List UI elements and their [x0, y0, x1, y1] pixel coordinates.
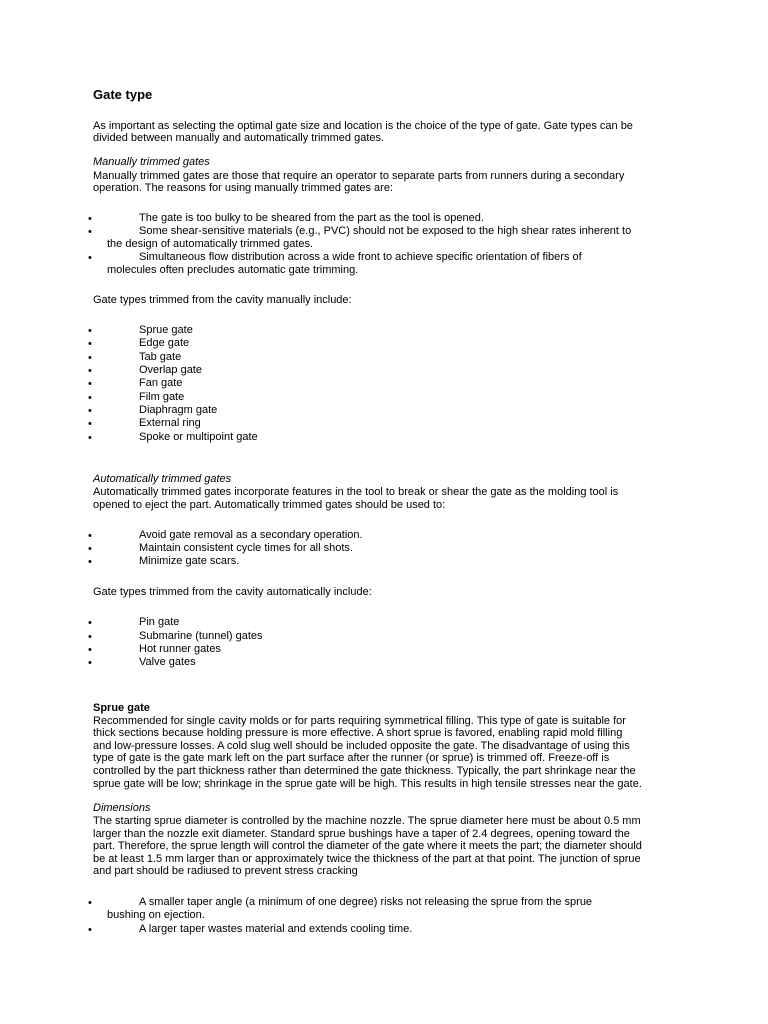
bullet-icon	[88, 543, 94, 549]
dimensions-body-5: and part should be radiused to prevent stress cracking	[93, 865, 358, 877]
page-title: Gate type	[93, 87, 153, 102]
manual-reason-2: Some shear-sensitive materials (e.g., PVC) should not be exposed to the high shear rates inherent to	[139, 225, 632, 237]
manual-desc-1: Manually trimmed gates are those that require an operator to separate parts from runners during a secondary	[93, 170, 625, 182]
sprue-bullet-1: A smaller taper angle (a minimum of one degree) risks not releasing the sprue from the sprue	[139, 896, 593, 908]
bullet-icon	[88, 897, 94, 903]
bullet-icon	[88, 556, 94, 562]
dimensions-body-1: The starting sprue diameter is controlled by the machine nozzle. The sprue diameter here must be about 0.5 mm	[93, 815, 641, 827]
sprue-body-2: thick sections because holding pressure is more effective. A short sprue is favored, enabling rapid mold filling	[93, 727, 623, 739]
automatic-types-intro: Gate types trimmed from the cavity automatically include:	[93, 586, 372, 598]
automatic-reason: Maintain consistent cycle times for all shots.	[139, 542, 353, 554]
bullet-icon	[88, 392, 94, 398]
manual-type: Edge gate	[139, 337, 190, 349]
manual-type: Diaphragm gate	[139, 404, 218, 416]
bullet-icon	[88, 530, 94, 536]
manual-type: Tab gate	[139, 351, 182, 363]
dimensions-body-3: part. Therefore, the sprue length will control the diameter of the gate where it meets the part; the diameter should	[93, 840, 642, 852]
automatic-heading: Automatically trimmed gates	[93, 473, 232, 485]
sprue-bullet-2: A larger taper wastes material and extends cooling time.	[139, 923, 413, 935]
dimensions-body-2: larger than the nozzle exit diameter. Standard sprue bushings have a taper of 2.4 degrees, opening toward the	[93, 828, 630, 840]
sprue-heading: Sprue gate	[93, 702, 150, 714]
sprue-bullet-1-cont: bushing on ejection.	[107, 909, 205, 921]
sprue-body-3: and low-pressure losses. A cold slug well should be included opposite the gate. The disadvantage of using this	[93, 740, 630, 752]
automatic-desc-1: Automatically trimmed gates incorporate features in the tool to break or shear the gate as the molding tool is	[93, 486, 619, 498]
bullet-icon	[88, 418, 94, 424]
sprue-body-5: controlled by the part thickness rather than determined the gate thickness. Typically, the part shrinkage near the	[93, 765, 636, 777]
automatic-type: Pin gate	[139, 616, 180, 628]
manual-heading: Manually trimmed gates	[93, 156, 210, 168]
manual-type: Film gate	[139, 391, 185, 403]
manual-reason-3: Simultaneous flow distribution across a wide front to achieve specific orientation of fibers of	[139, 251, 582, 263]
intro-line-1: As important as selecting the optimal gate size and location is the choice of the type of gate. Gate types can be	[93, 120, 633, 132]
automatic-reason: Avoid gate removal as a secondary operation.	[139, 529, 363, 541]
sprue-body-4: type of gate is the gate mark left on the part surface after the runner (or sprue) is trimmed off. Freeze-off is	[93, 752, 610, 764]
bullet-icon	[88, 226, 94, 232]
manual-type: External ring	[139, 417, 201, 429]
manual-reason-1: The gate is too bulky to be sheared from the part as the tool is opened.	[139, 212, 484, 224]
bullet-icon	[88, 378, 94, 384]
manual-type: Spoke or multipoint gate	[139, 431, 258, 443]
bullet-icon	[88, 644, 94, 650]
bullet-icon	[88, 617, 94, 623]
sprue-body-6: sprue gate will be low; shrinkage in the sprue gate will be high. This results in high tensile stresses near the gate.	[93, 778, 642, 790]
manual-desc-2: operation. The reasons for using manually trimmed gates are:	[93, 182, 394, 194]
bullet-icon	[88, 365, 94, 371]
automatic-reason: Minimize gate scars.	[139, 555, 240, 567]
bullet-icon	[88, 352, 94, 358]
bullet-icon	[88, 432, 94, 438]
manual-reason-2-cont: the design of automatically trimmed gates.	[107, 238, 314, 250]
bullet-icon	[88, 405, 94, 411]
bullet-icon	[88, 631, 94, 637]
bullet-icon	[88, 924, 94, 930]
automatic-type: Submarine (tunnel) gates	[139, 630, 263, 642]
manual-type: Sprue gate	[139, 324, 193, 336]
bullet-icon	[88, 325, 94, 331]
automatic-type: Valve gates	[139, 656, 196, 668]
dimensions-heading: Dimensions	[93, 802, 151, 814]
manual-reason-3-cont: molecules often precludes automatic gate trimming.	[107, 264, 359, 276]
sprue-body-1: Recommended for single cavity molds or for parts requiring symmetrical filling. This type of gate is suitable for	[93, 715, 626, 727]
bullet-icon	[88, 252, 94, 258]
bullet-icon	[88, 657, 94, 663]
manual-type: Fan gate	[139, 377, 183, 389]
intro-line-2: divided between manually and automatically trimmed gates.	[93, 132, 385, 144]
bullet-icon	[88, 338, 94, 344]
manual-types-intro: Gate types trimmed from the cavity manually include:	[93, 294, 352, 306]
dimensions-body-4: be at least 1.5 mm larger than or approximately twice the thickness of the part at that point. The junction of sprue	[93, 853, 641, 865]
automatic-type: Hot runner gates	[139, 643, 221, 655]
manual-type: Overlap gate	[139, 364, 202, 376]
bullet-icon	[88, 213, 94, 219]
automatic-desc-2: opened to eject the part. Automatically trimmed gates should be used to:	[93, 499, 446, 511]
